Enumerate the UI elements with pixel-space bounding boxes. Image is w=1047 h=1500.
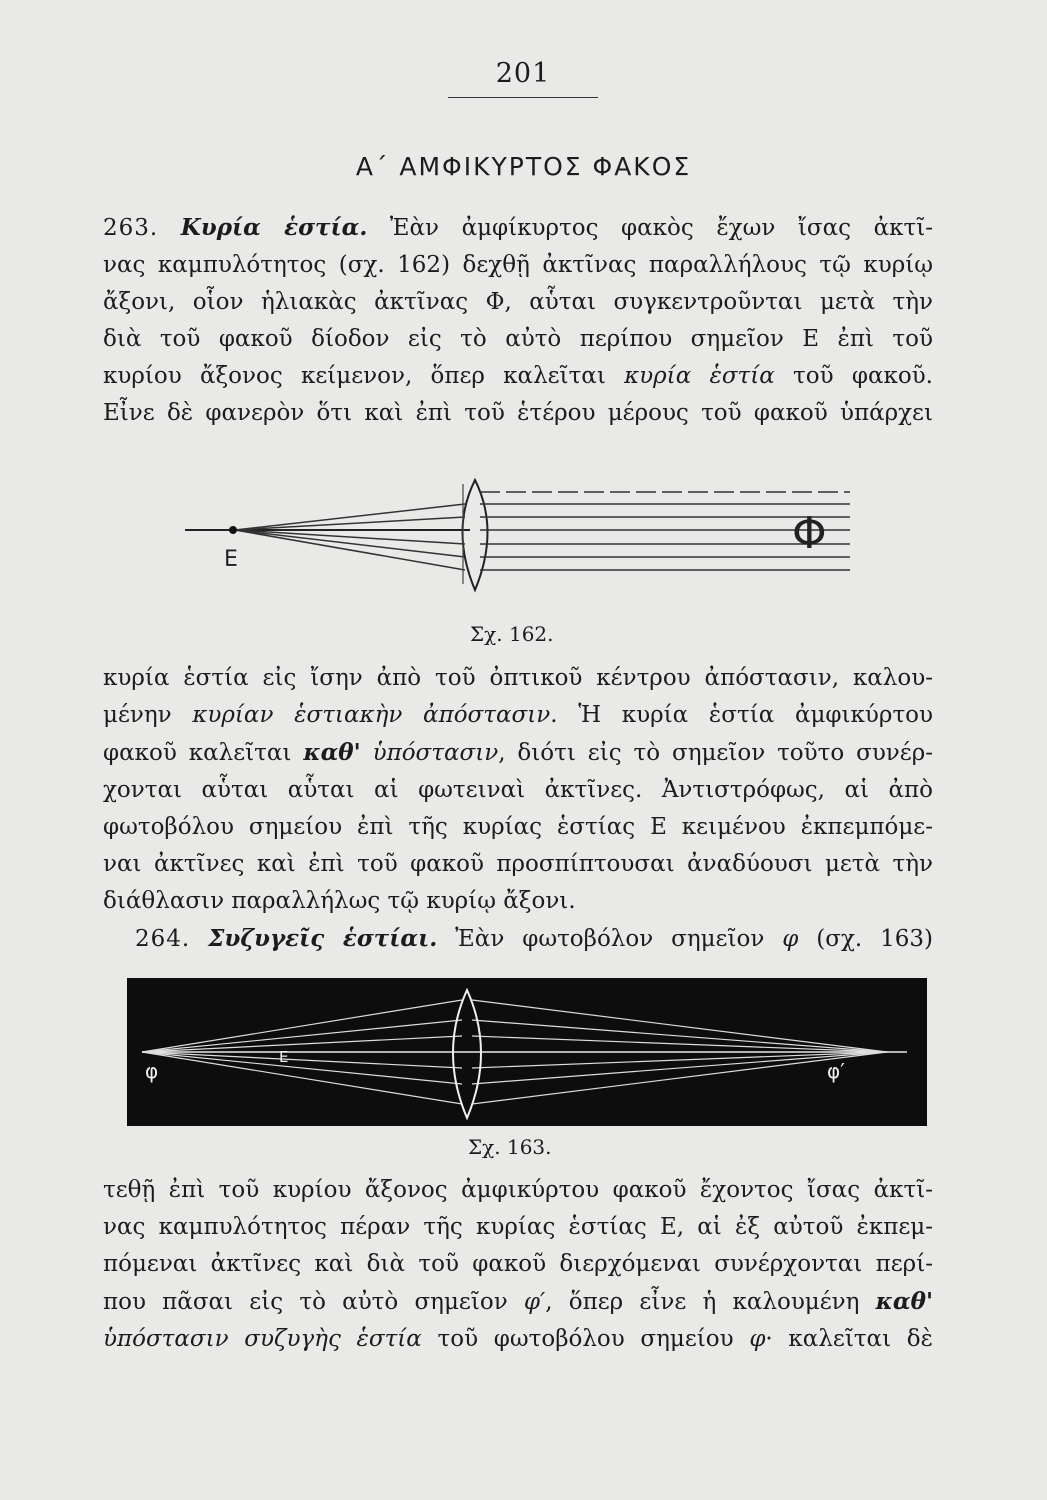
text-line xyxy=(103,697,933,734)
section-title: Κυρία ἑστία. xyxy=(180,214,368,241)
paragraph-focal-length xyxy=(103,660,933,958)
section-263-paragraph xyxy=(103,209,933,432)
text-line: νας καμπυλότητος (σχ. 162) δεχθῇ ἀκτῖνας παραλλήλους τῷ κυρίῳ xyxy=(103,252,933,278)
section-number: 264. xyxy=(135,926,191,952)
italic-term: ὑπόστασιν xyxy=(103,1326,229,1352)
page-number: 201 xyxy=(495,58,551,89)
text-fragment: . Ἡ κυρία ἑστία ἀμφικύρτου xyxy=(550,702,933,728)
text-fragment xyxy=(229,1326,245,1352)
figure-162-diagram xyxy=(180,462,860,622)
text-line: διάθλασιν παραλλήλως τῷ κυρίῳ ἄξονι. xyxy=(103,888,576,914)
italic-term: φ xyxy=(782,926,799,952)
text-fragment: μένην xyxy=(103,702,193,728)
text-fragment: , ὅπερ εἶνε ἡ καλουμένη xyxy=(545,1289,876,1315)
text-line: Εἶνε δὲ φανερὸν ὅτι καὶ ἐπὶ τοῦ ἑτέρου μέρους τοῦ φακοῦ ὑπάρχει xyxy=(103,400,933,426)
text-fragment: τοῦ φακοῦ. xyxy=(774,363,933,389)
text-line: κυρία ἑστία εἰς ἴσην ἀπὸ τοῦ ὀπτικοῦ κέντρου ἀπόστασιν, καλου- xyxy=(103,665,933,691)
section-title: Συζυγεῖς ἑστίαι. xyxy=(208,925,438,952)
ray xyxy=(235,530,465,544)
text-fragment: τοῦ φωτοβόλου σημείου xyxy=(421,1326,750,1352)
text-fragment: (σχ. 163) xyxy=(798,926,933,952)
text-line xyxy=(103,734,933,772)
section-number: 263. xyxy=(103,215,159,241)
text-line: φωτοβόλου σημείου ἐπὶ τῆς κυρίας ἑστίας Ε κειμένου ἐκπεμπόμε- xyxy=(103,814,933,840)
text-line xyxy=(103,358,933,395)
bold-term: καθ' xyxy=(303,739,361,766)
biconvex-lens xyxy=(463,480,488,590)
ray xyxy=(235,504,465,530)
text-line: ἄξονι, οἷον ἡλιακὰς ἀκτῖνας Φ, αὗται συγκεντροῦνται μετὰ τὴν xyxy=(103,289,933,315)
text-line xyxy=(103,920,933,958)
text-line: διὰ τοῦ φακοῦ δίοδον εἰς τὸ αὐτὸ περίπου σημεῖον Ε ἐπὶ τοῦ xyxy=(103,326,933,352)
label-E: Ε xyxy=(279,1048,289,1066)
italic-term: συζυγὴς ἑστία xyxy=(244,1326,422,1352)
text-fragment: κυρίου ἄξονος κείμενον, ὅπερ καλεῖται xyxy=(103,363,625,389)
italic-term: φ xyxy=(749,1326,766,1352)
italic-term: ὑπόστασιν xyxy=(360,740,499,766)
text-fragment: φακοῦ καλεῖται xyxy=(103,740,304,766)
ray xyxy=(235,517,465,530)
label-phi: φ xyxy=(145,1059,159,1083)
chapter-heading: Α΄ ΑΜΦΙΚΥΡΤΟΣ ΦΑΚΟΣ xyxy=(355,152,692,181)
italic-term: κυρίαν ἑστιακὴν ἀπόστασιν xyxy=(192,702,551,728)
text-line xyxy=(103,1283,933,1321)
label-E: Ε xyxy=(224,547,238,572)
text-line: πόμεναι ἀκτῖνες καὶ διὰ τοῦ φακοῦ διερχόμεναι συνέρχονται περί- xyxy=(103,1251,933,1277)
focal-point-E xyxy=(229,526,237,534)
text-fragment: Ἐὰν φωτοβόλον σημεῖον xyxy=(437,926,783,952)
text-fragment: , διότι εἰς τὸ σημεῖον τοῦτο συνέρ- xyxy=(498,740,933,766)
text-line: ναι ἀκτῖνες καὶ ἐπὶ τοῦ φακοῦ προσπίπτουσαι ἀναδύουσι μετὰ τὴν xyxy=(103,851,933,877)
page-number-rule xyxy=(448,97,598,98)
text-line: νας καμπυλότητος πέραν τῆς κυρίας ἑστίας Ε, αἱ ἐξ αὐτοῦ ἐκπεμ- xyxy=(103,1214,933,1240)
figure-163-caption: Σχ. 163. xyxy=(468,1135,552,1159)
text-fragment: που πᾶσαι εἰς τὸ αὐτὸ σημεῖον xyxy=(103,1289,524,1315)
label-phi-prime: φ′ xyxy=(827,1059,845,1083)
ray xyxy=(235,530,465,570)
text-line: χονται αὗται αὗται αἱ φωτειναὶ ἀκτῖνες. Ἀντιστρόφως, αἱ ἀπὸ xyxy=(103,777,933,803)
label-Phi: Φ xyxy=(792,508,827,559)
ray xyxy=(235,530,465,557)
italic-term: φ′ xyxy=(523,1289,546,1315)
text-line xyxy=(103,1321,933,1358)
figure-163-diagram xyxy=(127,978,927,1126)
bold-term: καθ' xyxy=(875,1288,933,1315)
text-fragment: Ἐὰν ἀμφίκυρτος φακὸς ἔχων ἴσας ἀκτῖ- xyxy=(367,215,933,241)
paragraph-conjugate-foci xyxy=(103,1172,933,1358)
text-line: τεθῇ ἐπὶ τοῦ κυρίου ἄξονος ἀμφικύρτου φακοῦ ἔχοντος ἴσας ἀκτῖ- xyxy=(103,1177,933,1203)
text-fragment: · καλεῖται δὲ xyxy=(765,1326,933,1352)
figure-162-caption: Σχ. 162. xyxy=(470,622,554,646)
text-line xyxy=(103,209,933,247)
italic-term: κυρία ἑστία xyxy=(624,363,775,389)
